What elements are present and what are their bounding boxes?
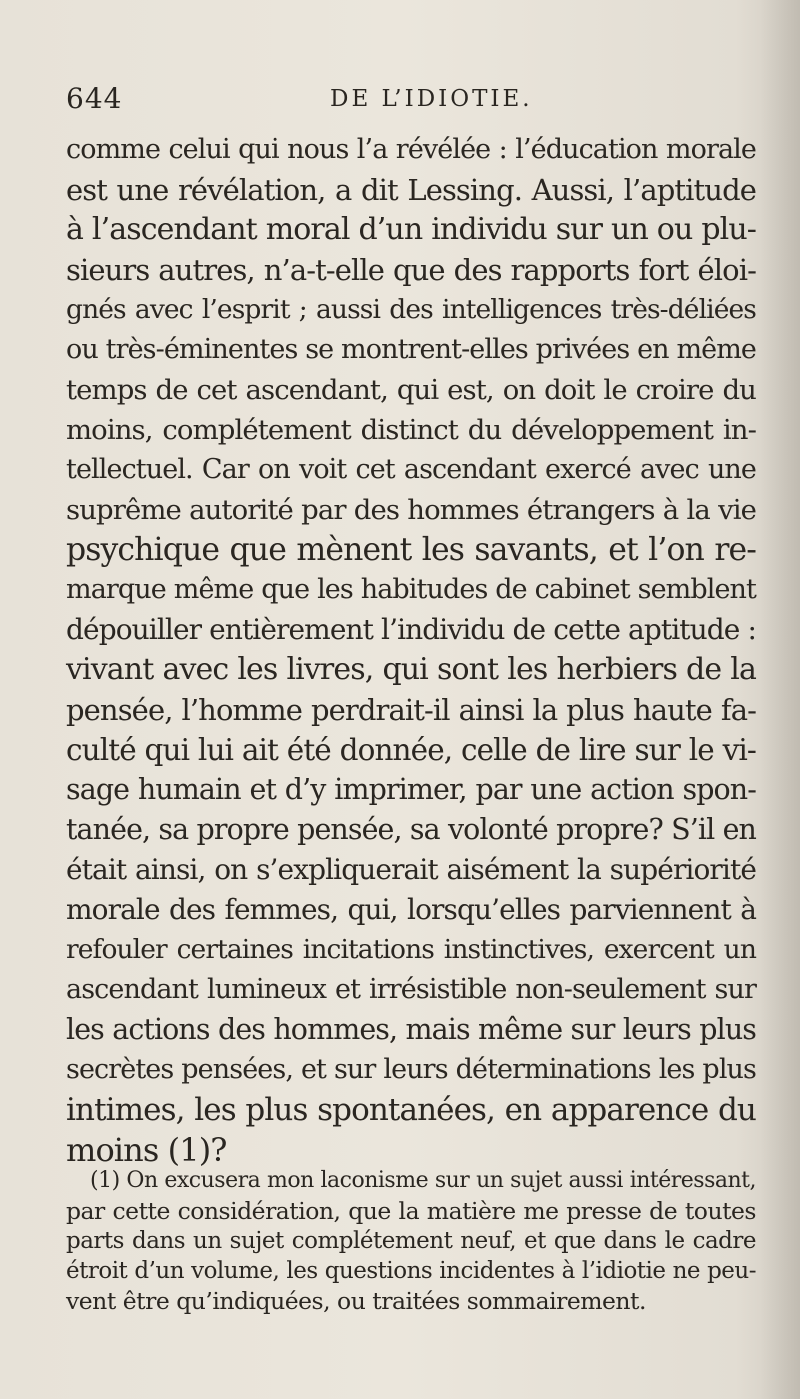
running-head: DE L’IDIOTIE. — [330, 86, 533, 112]
text-line: secrètes pensées, et sur leurs déterminations les plus — [66, 1054, 756, 1085]
footnote-line: étroit d’un volume, les questions incidentes à l’idiotie ne peu- — [66, 1258, 756, 1284]
text-line-last: moins (1)? — [66, 1131, 227, 1169]
text-line: sage humain et d’y imprimer, par une action spon- — [66, 773, 756, 806]
text-line: était ainsi, on s’expliquerait aisément la supériorité — [66, 853, 756, 886]
text-line: tanée, sa propre pensée, sa volonté propre? S’il en — [66, 813, 756, 846]
footnote-line: parts dans un sujet complétement neuf, et que dans le cadre — [66, 1228, 756, 1254]
text-line: comme celui qui nous l’a révélée : l’éducation morale — [66, 134, 756, 165]
text-line: sieurs autres, n’a-t-elle que des rapports fort éloi- — [66, 253, 756, 287]
text-line: suprême autorité par des hommes étrangers à la vie — [66, 494, 756, 526]
text-line: est une révélation, a dit Lessing. Aussi, l’aptitude — [66, 173, 756, 207]
footnote-line: (1) On excusera mon laconisme sur un sujet aussi intéressant, — [90, 1168, 756, 1193]
text-line: ascendant lumineux et irrésistible non-seulement sur — [66, 974, 756, 1005]
footnote — [66, 1166, 756, 1316]
text-line: ou très-éminentes se montrent-elles privées en même — [66, 334, 756, 365]
text-line: moins, complétement distinct du développement in- — [66, 414, 756, 446]
text-line: à l’ascendant moral d’un individu sur un ou plu- — [66, 212, 756, 247]
text-line: intimes, les plus spontanées, en apparence du — [66, 1092, 756, 1128]
text-line: temps de cet ascendant, qui est, on doit le croire du — [66, 374, 756, 406]
text-line: marque même que les habitudes de cabinet semblent — [66, 574, 756, 605]
page-edge-shadow — [760, 0, 800, 1399]
text-line: gnés avec l’esprit ; aussi des intelligences très-déliées — [66, 294, 756, 325]
text-line: pensée, l’homme perdrait-il ainsi la plus haute fa- — [66, 693, 756, 727]
footnote-line: par cette considération, que la matière me presse de toutes — [66, 1197, 756, 1225]
page-number: 644 — [66, 82, 123, 115]
text-line: morale des femmes, qui, lorsqu’elles parviennent à — [66, 893, 756, 926]
text-line: psychique que mènent les savants, et l’on re- — [66, 532, 756, 568]
text-line: les actions des hommes, mais même sur leurs plus — [66, 1013, 756, 1046]
body-text — [66, 130, 756, 1170]
text-line: dépouiller entièrement l’individu de cette aptitude : — [66, 613, 756, 646]
text-line: culté qui lui ait été donnée, celle de lire sur le vi- — [66, 733, 756, 767]
text-line: refouler certaines incitations instinctives, exercent un — [66, 934, 756, 965]
text-line: tellectuel. Car on voit cet ascendant exercé avec une — [66, 454, 756, 485]
page-header — [66, 82, 756, 122]
footnote-line-last: vent être qu’indiquées, ou traitées sommairement. — [66, 1287, 646, 1315]
text-line: vivant avec les livres, qui sont les herbiers de la — [66, 652, 756, 687]
